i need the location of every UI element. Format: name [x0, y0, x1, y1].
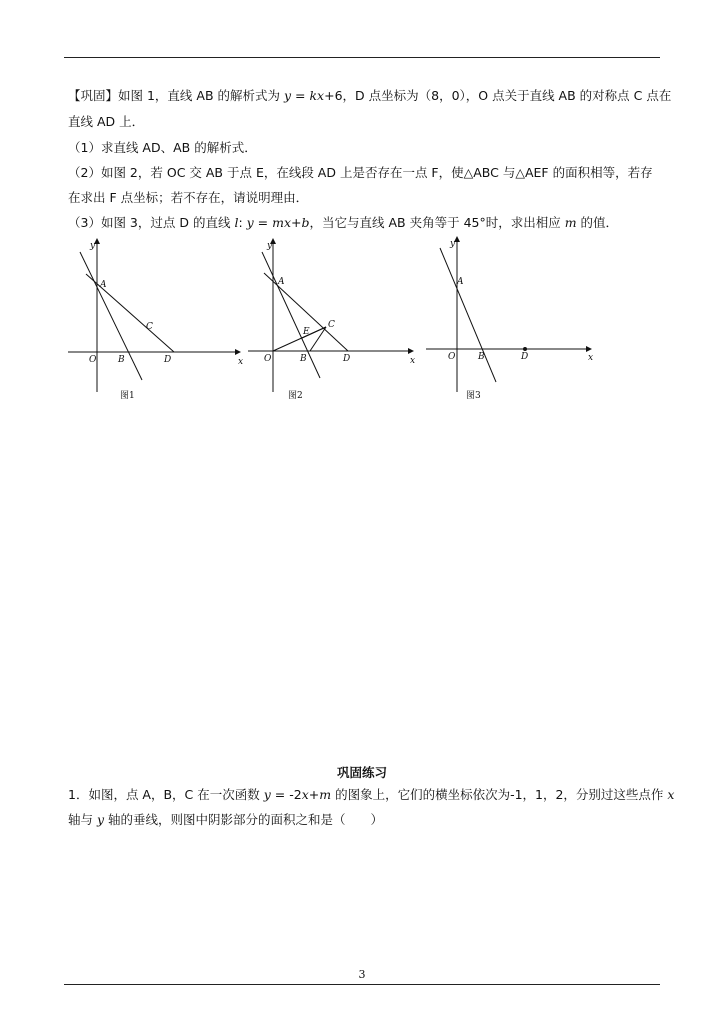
page-number: 3: [358, 968, 366, 981]
practice-1-line-2: 轴与 y 轴的垂线，则图中阴影部分的面积之和是（ ）: [68, 812, 384, 827]
label-c: C: [328, 320, 335, 330]
figure-3: [420, 232, 610, 416]
label-c: C: [146, 322, 153, 332]
label-o: O: [89, 355, 97, 365]
problem-line-2: 直线 AD 上．: [68, 114, 145, 129]
practice-1-line-1: 1．如图，点 A，B，C 在一次函数 y = -2x+m 的图象上，它们的横坐标依次为-1，1，2，分别过这些点作 x: [68, 787, 675, 802]
figure-2-diagram: [240, 232, 430, 412]
label-b: B: [300, 354, 307, 364]
label-o: O: [264, 354, 272, 364]
question-2-line-2: 在求出 F 点坐标；若不存在，请说明理由．: [68, 190, 309, 205]
caption-2: 图2: [288, 391, 303, 401]
label-b: B: [478, 352, 485, 362]
label-a: A: [100, 280, 107, 290]
label-e: E: [303, 327, 310, 337]
label-x: x: [238, 357, 244, 367]
point-d: [523, 347, 527, 351]
label-y: y: [90, 241, 96, 251]
figure-1: [60, 232, 250, 416]
figure-1-diagram: [60, 232, 250, 412]
label-a: A: [457, 277, 464, 287]
question-2-line-1: （2）如图 2，若 OC 交 AB 于点 E，在线段 AD 上是否存在一点 F，使△ABC 与△AEF 的面积相等，若存: [68, 165, 653, 180]
x-axis-arrow: [408, 348, 414, 354]
label-y: y: [267, 241, 273, 251]
problem-line-1: 【巩固】如图 1，直线 AB 的解析式为 y = kx+6，D 点坐标为（8，0），O 点关于直线 AB 的对称点 C 点在: [68, 88, 672, 103]
caption-1: 图1: [120, 391, 135, 401]
question-3: （3）如图 3，过点 D 的直线 l: y = mx+b，当它与直线 AB 夹角等于 45°时，求出相应 m 的值．: [68, 215, 619, 230]
label-o: O: [448, 352, 456, 362]
figure-2: [240, 232, 430, 416]
label-d: D: [521, 352, 529, 362]
label-d: D: [343, 354, 351, 364]
line-ad: [264, 273, 348, 351]
label-x: x: [410, 356, 416, 366]
caption-3: 图3: [466, 391, 481, 401]
x-axis-arrow: [586, 346, 592, 352]
question-1: （1）求直线 AD、AB 的解析式．: [68, 140, 257, 155]
footer-rule: [64, 984, 660, 985]
header-rule: [64, 57, 660, 58]
practice-title: 巩固练习: [336, 765, 387, 780]
label-x: x: [588, 353, 594, 363]
figure-3-diagram: [420, 232, 610, 412]
label-d: D: [164, 355, 172, 365]
label-a: A: [278, 277, 285, 287]
label-b: B: [118, 355, 125, 365]
label-y: y: [450, 239, 456, 249]
